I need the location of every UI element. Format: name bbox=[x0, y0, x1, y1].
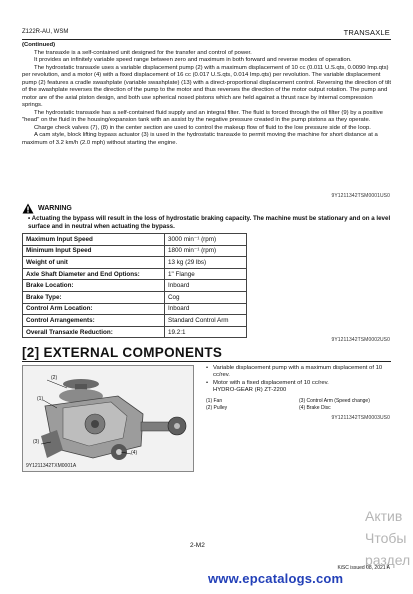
component-list bbox=[206, 365, 392, 395]
legend-row: (1) Fan (3) Control Arm (Speed change) bbox=[206, 398, 370, 404]
description-code: 9Y1211342TSM0001US0 bbox=[331, 193, 390, 199]
spec-label: Overall Transaxle Reduction: bbox=[23, 326, 165, 338]
watermark-text: Актив bbox=[365, 508, 403, 524]
spec-label: Brake Type: bbox=[23, 291, 165, 303]
spec-value: 1" Flange bbox=[165, 268, 247, 280]
watermark-text: Чтобы bbox=[365, 530, 407, 546]
spec-label: Maximum Input Speed bbox=[23, 234, 165, 246]
paragraph: The transaxle is a self-contained unit designed for the transfer and control of power. bbox=[34, 49, 252, 56]
warning-title: WARNING bbox=[38, 205, 72, 212]
table-row bbox=[23, 326, 247, 338]
legend-row: (2) Pulley (4) Brake Disc bbox=[206, 404, 331, 411]
callout-2: (2) bbox=[51, 375, 58, 381]
issue-date: KiSC issued 08, 2021 A bbox=[337, 565, 390, 571]
site-link[interactable]: www.epcatalogs.com bbox=[208, 571, 344, 586]
callout-4: (4) bbox=[131, 450, 138, 456]
table-row bbox=[23, 268, 247, 280]
table-row bbox=[23, 234, 247, 246]
callout-3: (3) bbox=[33, 439, 40, 445]
spec-value: 3000 min⁻¹ (rpm) bbox=[165, 234, 247, 246]
table-row bbox=[23, 245, 247, 257]
header-rule bbox=[22, 39, 391, 40]
spec-label: Axle Shaft Diameter and End Options: bbox=[23, 268, 165, 280]
callout-1: (1) bbox=[37, 396, 44, 402]
watermark-text: раздел bbox=[365, 552, 411, 568]
spec-value: Inboard bbox=[165, 303, 247, 315]
spec-value: Inboard bbox=[165, 280, 247, 292]
warning-text: Actuating the bypass will result in the loss of hydrostatic braking capacity. The machine must be stationary and on a level surface and in neutral when actuating the bypass. bbox=[28, 215, 391, 230]
transaxle-photo bbox=[22, 365, 194, 472]
table-row bbox=[23, 315, 247, 327]
table-row bbox=[23, 291, 247, 303]
warning-triangle-icon bbox=[22, 203, 34, 214]
spec-value: 19.2:1 bbox=[165, 326, 247, 338]
paragraph: A cam style, block lifting bypass actuator (3) is used in the hydrostatic transaxle to permit moving the machine for short distance at a maximum of 3.2 km/h (2.0 mph) without starting the engine. bbox=[22, 132, 378, 146]
spec-value: Standard Control Arm bbox=[165, 315, 247, 327]
section-rule bbox=[22, 361, 391, 362]
header-model: Z122R-AU, WSM bbox=[22, 29, 69, 35]
components-code: 9Y1211342TSM0003US0 bbox=[331, 415, 390, 421]
description-text bbox=[22, 42, 392, 147]
spec-label: Brake Location: bbox=[23, 280, 165, 292]
spec-label: Weight of unit bbox=[23, 257, 165, 269]
figure-legend bbox=[206, 398, 392, 411]
warning-box: WARNING • Actuating the bypass will result in the loss of hydrostatic braking capacity. The machine must be stationary and on a level surface and in neutral when actuating the bypass. bbox=[22, 203, 392, 231]
paragraph: It provides an infinitely variable speed range between zero and maximum in both forward and reverse modes of operation. bbox=[34, 57, 352, 63]
list-item: • Motor with a fixed displacement of 10 cc/rev. HYDRO-GEAR (R) ZT-2200 bbox=[206, 379, 329, 394]
transaxle-illustration bbox=[23, 366, 193, 471]
table-row bbox=[23, 280, 247, 292]
table-row bbox=[23, 303, 247, 315]
paragraph: The hydrostatic transaxle has a self-contained fluid supply and an integral filter. The fluid is forced through the oil filter (9) by a positive "head" on the fluid in the housing/expansion tank with an assist by the negative pressure created in the pump pistons as they operate. bbox=[22, 109, 383, 123]
spec-value: 13 kg (29 lbs) bbox=[165, 257, 247, 269]
section-heading: [2] EXTERNAL COMPONENTS bbox=[22, 345, 223, 360]
paragraph: The hydrostatic transaxle uses a variable displacement pump (2) with a maximum displacement of 10 cc (0.011 U.S.qts, 0.0090 Imp.qts) per revolution, and a motor (4) with a fixed displacement of 16 cc (0.017 U.S.qts, 0.014 Imp.qts) per revolution. The variable displacement pump (2) features a cradle swashplate (variable swashplate) (13) with a direct-proportional displacement control. Reversing the direction of tilt of the swashplate reverses the direction of the pump to the motor and thus reverses the direction of the motor output rotation. The pump and motor are of the axial piston design, and both use spherical nosed pistons which are held against a thrust race by internal compression springs. bbox=[22, 64, 391, 108]
table-row bbox=[23, 257, 247, 269]
list-item: • Variable displacement pump with a maximum displacement of 10 cc/rev. bbox=[206, 365, 383, 379]
figure-code: 9Y1211342TXM0001A bbox=[26, 463, 77, 469]
paragraph: Charge check valves (7), (8) in the center section are used to control the makeup flow of fluid to the low pressure side of the loop. bbox=[34, 124, 371, 131]
spec-value: Cog bbox=[165, 291, 247, 303]
spec-label: Control Arm Location: bbox=[23, 303, 165, 315]
continued-label: (Continued) bbox=[22, 42, 56, 48]
header-section-title: TRANSAXLE bbox=[343, 28, 390, 37]
spec-label: Control Arrangements: bbox=[23, 315, 165, 327]
page-number: 2-M2 bbox=[190, 542, 205, 549]
spec-value: 1800 min⁻¹ (rpm) bbox=[165, 245, 247, 257]
spec-table bbox=[22, 233, 247, 338]
spec-label: Minimum Input Speed bbox=[23, 245, 165, 257]
spec-code: 9Y1211342TSM0002US0 bbox=[331, 337, 390, 343]
